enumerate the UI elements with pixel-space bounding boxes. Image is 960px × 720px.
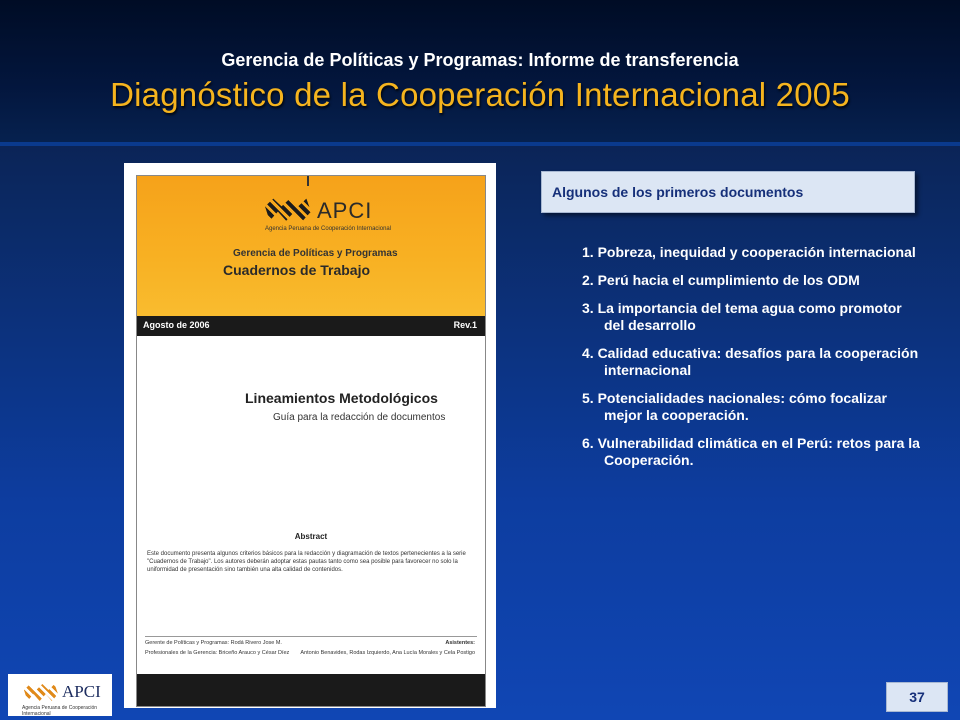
document-abstract-text: Este documento presenta algunos criterios básicos para la redacción y diagramación de textos pertenecientes a la serie "Cuadernos de Trabajo". Los autores deberán adoptar estas pautas tanto como sea posible para favorecer no solo la uniformidad de presentación sino también una alta calidad de contenidos.: [147, 551, 466, 573]
documents-panel-header: [541, 171, 915, 213]
document-logo-caption: Agencia Peruana de Cooperación Internacional: [265, 226, 392, 232]
document-footer-left-2: Profesionales de la Gerencia: Briceño Arauco y César Díez: [145, 650, 290, 656]
documents-panel-title: Algunos de los primeros documentos: [552, 184, 804, 200]
document-heading: Lineamientos Metodológicos: [245, 390, 438, 406]
document-cover-image: [124, 163, 496, 708]
page-number: 37: [886, 682, 948, 712]
footer-logo: [8, 674, 112, 716]
document-bottom-bar: [137, 674, 485, 706]
footer-logo-caption: Agencia Peruana de Cooperación Internacional: [22, 705, 98, 717]
slide-subtitle: Gerencia de Políticas y Programas: Informe de transferencia: [221, 50, 739, 70]
documents-list: [582, 244, 922, 480]
document-footer-divider: [145, 636, 477, 637]
list-item: 3. La importancia del tema agua como promotor del desarrollo: [582, 300, 902, 333]
document-orange-banner: [137, 176, 485, 316]
document-subtitle: Gerencia de Políticas y Programas: [233, 248, 398, 259]
document-page: [136, 175, 486, 707]
list-item: 2. Perú hacia el cumplimiento de los ODM: [582, 272, 860, 288]
title-band: [0, 0, 960, 142]
footer-logo-text: APCI: [62, 682, 101, 701]
list-item: 6. Vulnerabilidad climática en el Perú: retos para la Cooperación.: [582, 435, 920, 468]
document-date: Agosto de 2006: [143, 320, 210, 330]
document-revision: Rev.1: [453, 320, 477, 330]
apci-footer-logo-icon: [24, 682, 58, 702]
document-logo-text: APCI: [317, 198, 373, 223]
title-divider: [0, 142, 960, 146]
slide-title: Diagnóstico de la Cooperación Internacional 2005: [110, 76, 850, 113]
document-footer-right-2: Antonio Benavides, Rodas Izquierdo, Ana Lucía Morales y Cela Postigo: [300, 650, 475, 656]
document-series-title: Cuadernos de Trabajo: [223, 262, 371, 278]
document-footer-left-1: Gerente de Políticas y Programas: Rodá Rivero Jose M.: [145, 640, 282, 646]
document-abstract-title: Abstract: [294, 532, 328, 541]
document-footer-right-1: Asistentes:: [445, 640, 475, 646]
document-subheading: Guía para la redacción de documentos: [273, 412, 446, 423]
list-item: 5. Potencialidades nacionales: cómo focalizar mejor la cooperación.: [582, 390, 887, 423]
list-item: 4. Calidad educativa: desafíos para la cooperación internacional: [582, 345, 919, 378]
list-item: 1. Pobreza, inequidad y cooperación internacional: [582, 244, 916, 260]
document-tick-mark: [307, 176, 309, 186]
